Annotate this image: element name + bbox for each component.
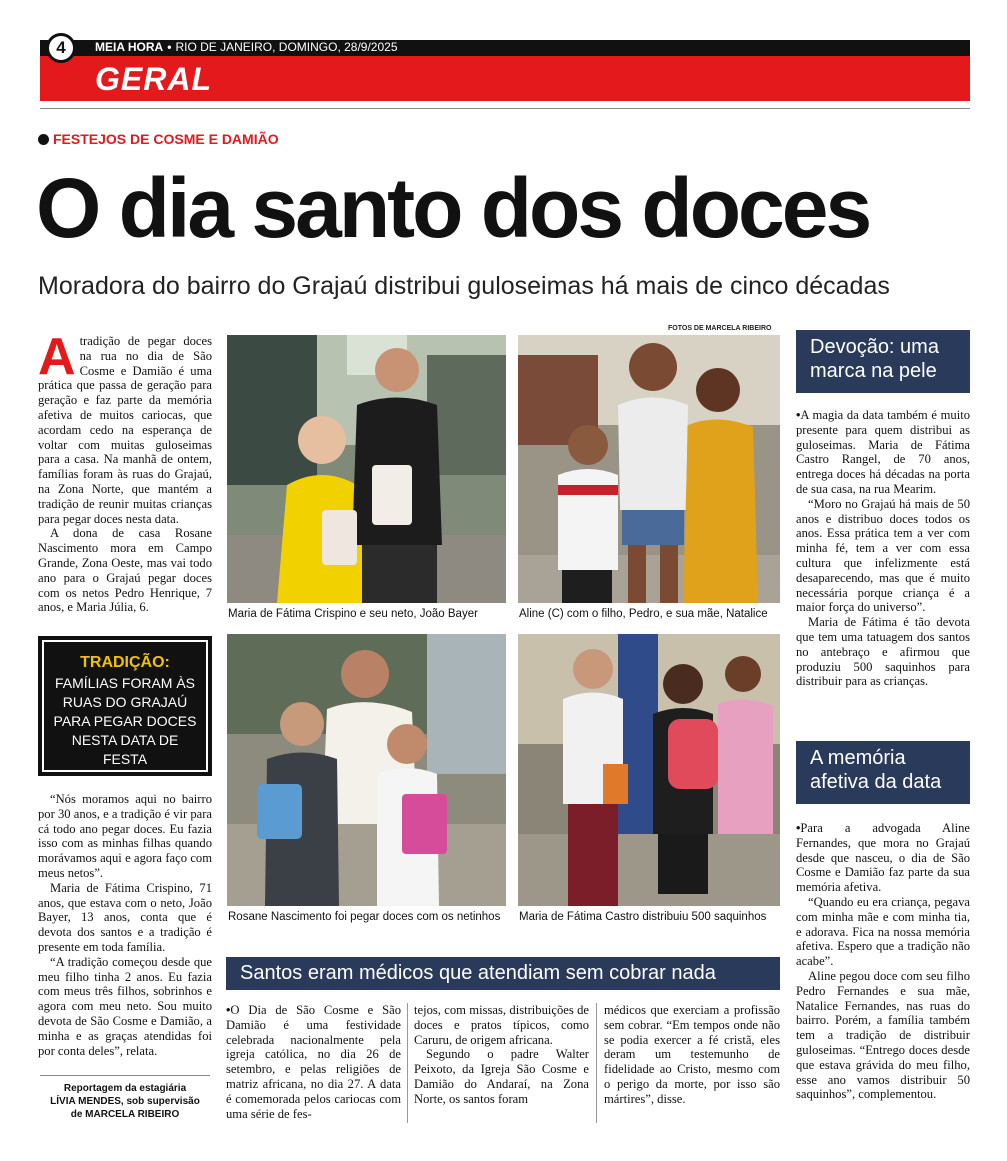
band-column-3: [604, 1003, 780, 1107]
paragraph: Segundo o padre Walter Peixoto, da Igreja São Cosme e Damião do Andaraí, na Zona Norte, os santos foram: [414, 1047, 589, 1106]
box-2-body: [796, 821, 970, 1102]
paper-name: MEIA HORA: [95, 40, 164, 54]
pull-quote: [38, 636, 212, 776]
pull-quote-title: TRADIÇÃO:: [80, 654, 170, 671]
column-1-top: [38, 328, 212, 615]
page-number: 4: [46, 33, 76, 63]
paragraph: Maria de Fátima é tão devota que tem uma tatuagem dos santos no antebraço e afirmou que produziu 500 saquinhos para distribuir para as crianças.: [796, 615, 970, 689]
location-date: RIO DE JANEIRO, DOMINGO, 28/9/2025: [175, 40, 398, 54]
byline-line: Reportagem da estagiária: [63, 1083, 187, 1094]
paragraph: “A tradição começou desde que meu filho tinha 2 anos. Eu fazia com meus três filhos, sobrinhos e agora com meu neto. Sou muito devota de São Cosme e Damião, a minha e as graças atendidas foi por conta deles”, relata.: [38, 954, 212, 1058]
column-divider: [407, 1003, 408, 1123]
paragraph: [38, 328, 212, 526]
photo-caption: Maria de Fátima Castro distribuiu 500 saquinhos: [519, 911, 767, 923]
paragraph: médicos que exerciam a profissão sem cobrar. “Em tempos onde não se podia exercer a fé cristã, eles deram um testemunho de fidelidade ao Cristo, mesmo com o perigo da morte, por isso são mártires”, disse.: [604, 1003, 780, 1106]
kicker-text: FESTEJOS DE COSME E DAMIÃO: [53, 131, 279, 147]
paragraph: • A magia da data também é muito presente para quem distribui as guloseimas. Maria de Fátima Castro Rangel, de 70 anos, entrega doces há décadas na porta de sua casa, na rua Mearim.: [796, 408, 970, 497]
paragraph: Maria de Fátima Crispino, 71 anos, que estava com o neto, João Bayer, 13 anos, conta que é devota dos santos e a tradição é presente em toda família.: [38, 880, 212, 954]
subheadline: Moradora do bairro do Grajaú distribui guloseimas há mais de cinco décadas: [38, 272, 890, 300]
photo-caption: Aline (C) com o filho, Pedro, e sua mãe, Natalice: [519, 608, 768, 620]
band-column-1: [226, 1003, 401, 1121]
band-title: Santos eram médicos que atendiam sem cobrar nada: [226, 957, 780, 990]
band-column-2: [414, 1003, 589, 1107]
headline: O dia santo dos doces: [36, 161, 870, 255]
paragraph: • O Dia de São Cosme e São Damião é uma festividade celebrada nacionalmente pela igreja católica, no dia 26 de setembro, e pelas religiões de matriz africana, no dia 27. A data é comemorada pelos cariocas com uma série de fes-: [226, 1003, 401, 1121]
bullet-icon: [38, 134, 49, 145]
photo-credit: FOTOS DE MARCELA RIBEIRO: [668, 325, 772, 332]
byline-line: de MARCELA RIBEIRO: [70, 1109, 180, 1120]
byline: [38, 1082, 212, 1121]
kicker: [38, 131, 279, 147]
drop-cap: A: [38, 328, 76, 386]
section-title: GERAL: [95, 61, 212, 97]
paragraph: tejos, com missas, distribuições de doces e pratos típicos, como Caruru, de origem africana.: [414, 1003, 589, 1047]
header-separator: •: [167, 40, 172, 54]
paragraph: “Moro no Grajaú há mais de 50 anos e distribuo doces todos os anos. Essa prática tem a ver com minha fé, tem a ver com essa cultura que infelizmente está desaparecendo, mas que é muito necessária porque criança é a maior força do universo”.: [796, 496, 970, 615]
header-rule: [40, 108, 970, 109]
paragraph: • Para a advogada Aline Fernandes, que mora no Grajaú desde que nasceu, o dia de São Cosme e Damião faz parte da sua memória afetiva.: [796, 821, 970, 895]
paragraph: “Nós moramos aqui no bairro por 30 anos, e a tradição é vir para cá todo ano pegar doces. Eu fazia isso com as minhas filhas quando morávamos aqui e agora faço com meus netos”.: [38, 792, 212, 880]
photo-caption: Maria de Fátima Crispino e seu neto, João Bayer: [228, 608, 478, 620]
paragraph: A dona de casa Rosane Nascimento mora em Campo Grande, Zona Oeste, mas vai todo ano para o Grajaú pegar doces com os netos Pedro Henrique, 7 anos, e Maria Júlia, 6.: [38, 526, 212, 615]
photo-grandmother-grandchildren: [227, 634, 506, 906]
box-2-title: A memória afetiva da data: [796, 741, 970, 804]
paragraph: Aline pegou doce com seu filho Pedro Fernandes e sua mãe, Natalice Fernandes, nas ruas do bairro. Porém, a família também tem a tradição de distribuir guloseimas. “Entrego doces desde que estava grávida do meu filho, esse ano vamos distribuir 50 saquinhos”, complementou.: [796, 968, 970, 1102]
paragraph: “Quando eu era criança, pegava com minha mãe e com minha tia, e adorava. Fica na nossa memória afetiva. Espero que a tradição não acabe”.: [796, 894, 970, 969]
photo-mother-son-grandmother: [518, 335, 780, 603]
byline-line: LÍVIA MENDES, sob supervisão: [50, 1096, 200, 1107]
column-1-bottom: [38, 792, 212, 1058]
box-1-body: [796, 408, 970, 689]
header-info: [95, 40, 398, 56]
photo-grandmother-grandson: [227, 335, 506, 603]
pull-quote-text: FAMÍLIAS FORAM ÀS RUAS DO GRAJAÚ PARA PEGAR DOCES NESTA DATA DE FESTA: [53, 675, 197, 767]
paragraph-text: tradição de pegar doces na rua no dia de São Cosme e Damião é uma prática que passa de geração para geração e faz parte da memória afetiva de muitos cariocas, que acordam cedo na esperança de voltar com muitas guloseimas para a casa. Na manhã de ontem, famílias foram às ruas do Grajaú, na Zona Norte, que mantém a tradição de reunir muitas crianças para pegar doces nesta data.: [38, 334, 212, 526]
photo-caption: Rosane Nascimento foi pegar doces com os netinhos: [228, 911, 501, 923]
box-1-title: Devoção: uma marca na pele: [796, 330, 970, 393]
credit-rule: [40, 1075, 210, 1076]
column-divider: [596, 1003, 597, 1123]
photo-distribution: [518, 634, 780, 906]
